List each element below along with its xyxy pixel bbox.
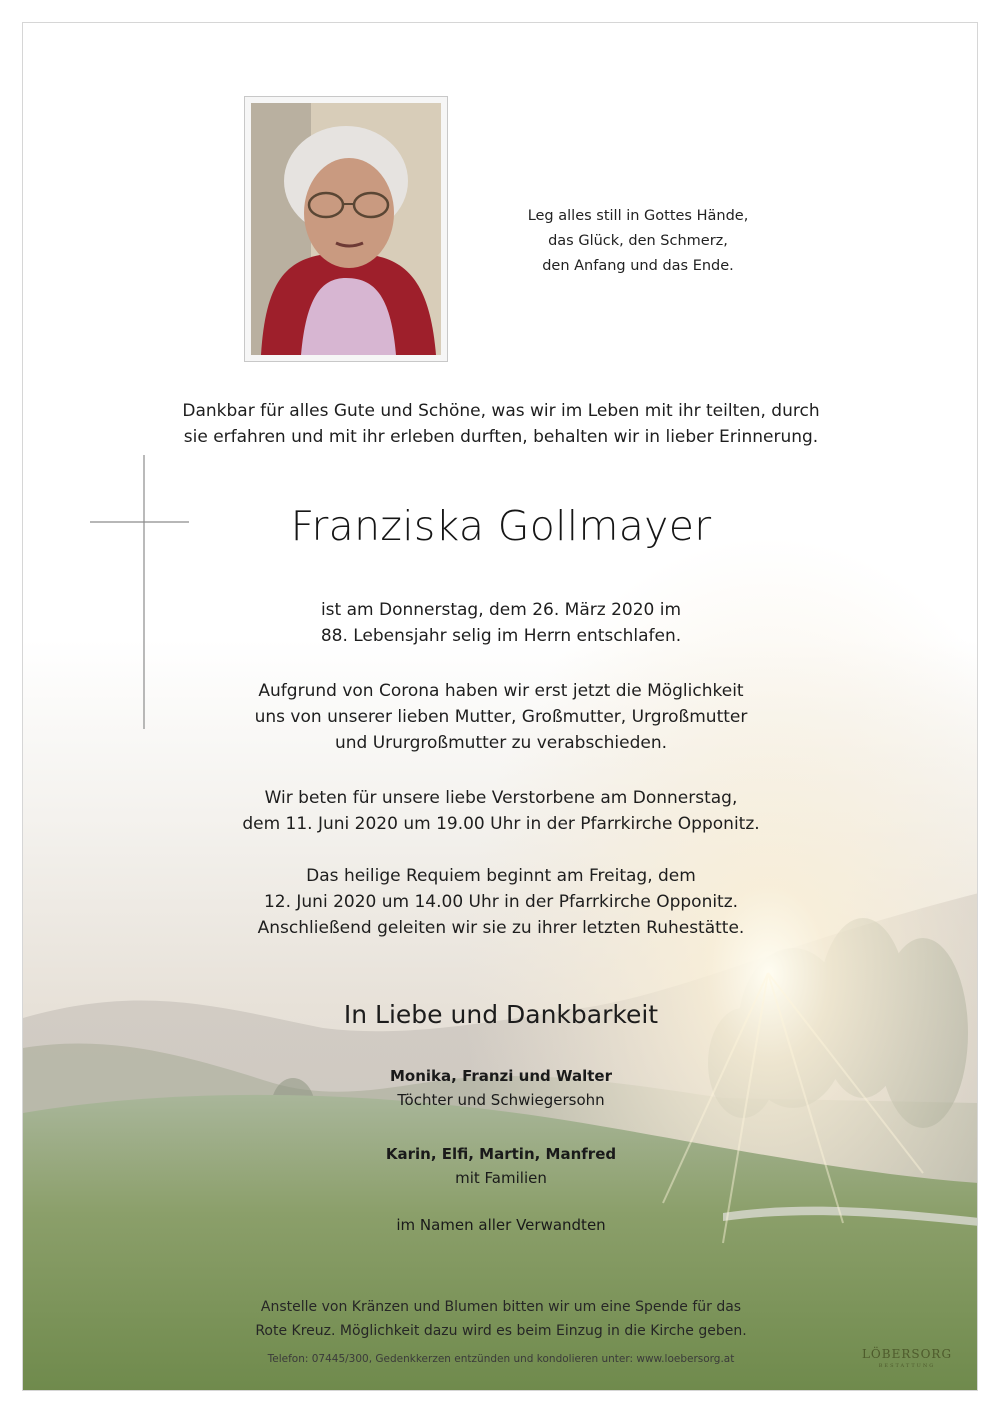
deceased-name — [23, 501, 978, 551]
family-group-1 — [23, 1064, 978, 1112]
intro-line: Dankbar für alles Gute und Schöne, was wir im Leben mit ihr teilten, durch — [182, 401, 820, 421]
family-names: Monika, Franzi und Walter — [390, 1067, 612, 1085]
logo-sub-text: BESTATTUNG — [878, 1363, 936, 1369]
paragraph-line: 88. Lebensjahr selig im Herrn entschlafen. — [320, 626, 682, 646]
family-group-2 — [23, 1142, 978, 1190]
footer-contact: Telefon: 07445/300, Gedenkkerzen entzünden und kondolieren unter: www.loebersorg.at — [267, 1353, 735, 1365]
verse-line: das Glück, den Schmerz, — [548, 233, 728, 249]
footer — [23, 1352, 978, 1366]
verse-line: Leg alles still in Gottes Hände, — [527, 208, 749, 224]
family-relation: Töchter und Schwiegersohn — [397, 1091, 605, 1109]
logo-main-text: LÖBERSORG — [861, 1347, 953, 1361]
verse-line: den Anfang und das Ende. — [542, 258, 734, 274]
closing-phrase — [23, 999, 978, 1031]
family-relation: mit Familien — [455, 1169, 547, 1187]
funeral-home-logo — [859, 1347, 955, 1369]
donation-line: Rote Kreuz. Möglichkeit dazu wird es beim Einzug in die Kirche geben. — [255, 1323, 747, 1339]
portrait-photo — [251, 103, 441, 355]
paragraph-death — [23, 597, 978, 649]
paragraph-line: Wir beten für unsere liebe Verstorbene am Donnerstag, — [264, 788, 738, 808]
paragraph-line: ist am Donnerstag, dem 26. März 2020 im — [320, 600, 682, 620]
portrait-frame — [244, 96, 448, 362]
paragraph-line: dem 11. Juni 2020 um 19.00 Uhr in der Pfarrkirche Opponitz. — [242, 814, 760, 834]
name-text: Franziska Gollmayer — [290, 502, 712, 550]
closing-text: In Liebe und Dankbarkeit — [343, 1000, 659, 1029]
paragraph-requiem — [23, 863, 978, 941]
verse — [503, 204, 773, 279]
donation-note — [23, 1295, 978, 1343]
paragraph-line: Anschließend geleiten wir sie zu ihrer letzten Ruhestätte. — [257, 918, 745, 938]
paragraph-prayer — [23, 785, 978, 837]
relatives-text: im Namen aller Verwandten — [396, 1216, 606, 1234]
intro-text — [23, 398, 978, 450]
obituary-card — [22, 22, 978, 1391]
donation-line: Anstelle von Kränzen und Blumen bitten wir um eine Spende für das — [260, 1299, 742, 1315]
paragraph-corona — [23, 678, 978, 756]
paragraph-line: Aufgrund von Corona haben wir erst jetzt die Möglichkeit — [258, 681, 744, 701]
paragraph-line: 12. Juni 2020 um 14.00 Uhr in der Pfarrkirche Opponitz. — [263, 892, 739, 912]
relatives-line — [23, 1213, 978, 1237]
intro-line: sie erfahren und mit ihr erleben durften, behalten wir in lieber Erinnerung. — [183, 427, 819, 447]
family-names: Karin, Elfi, Martin, Manfred — [385, 1145, 617, 1163]
paragraph-line: und Ururgroßmutter zu verabschieden. — [334, 733, 668, 753]
paragraph-line: Das heilige Requiem beginnt am Freitag, dem — [306, 866, 696, 886]
paragraph-line: uns von unserer lieben Mutter, Großmutter, Urgroßmutter — [254, 707, 748, 727]
